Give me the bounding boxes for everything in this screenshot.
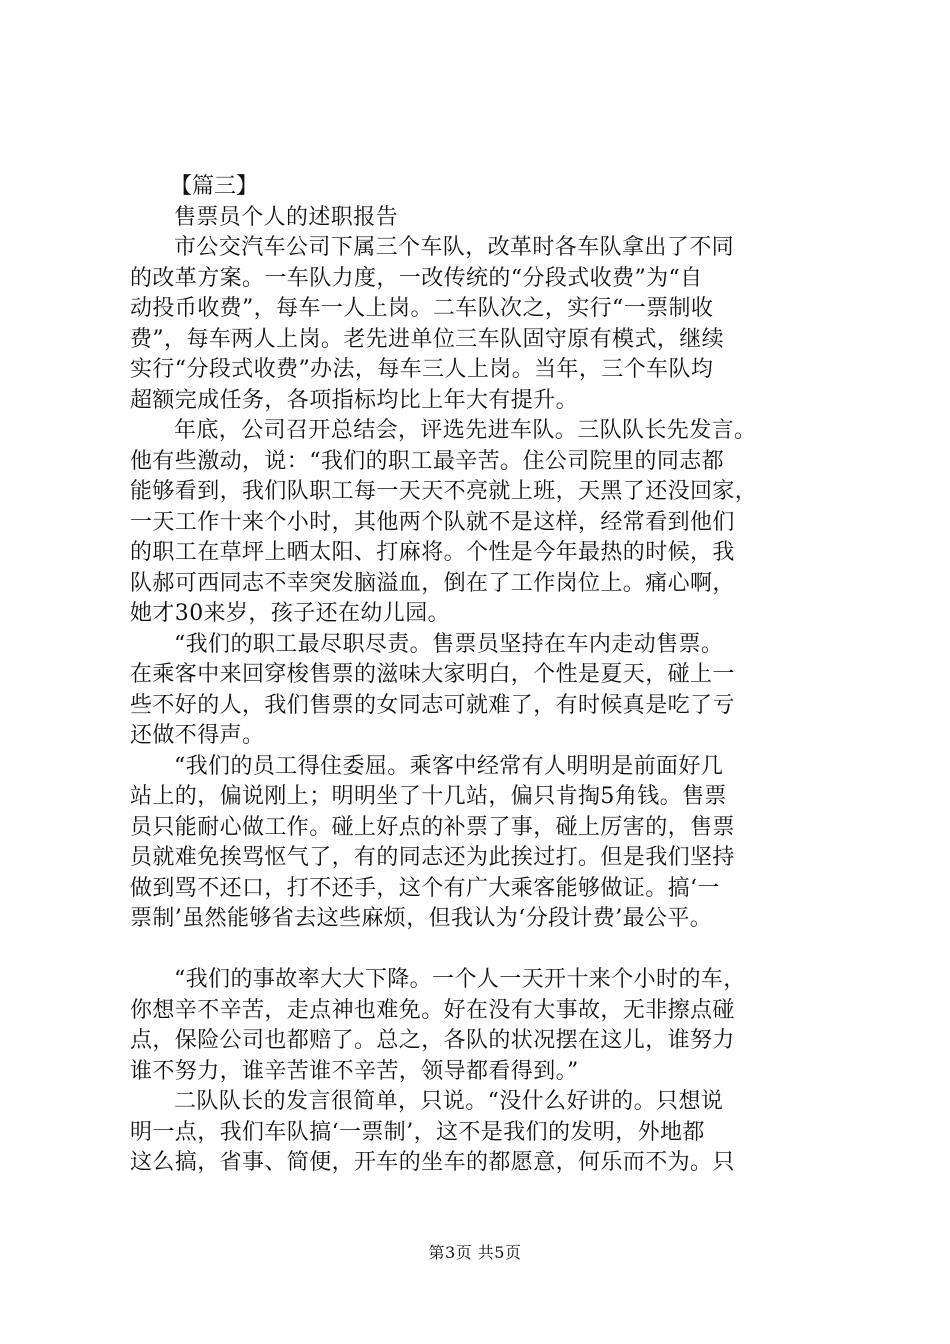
text-line: 谁不努力，谁辛苦谁不辛苦，领导都看得到。” <box>130 1058 579 1084</box>
text-line: 些不好的人，我们售票的女同志可就难了，有时候真是吃了亏 <box>130 692 735 718</box>
text-line: 做到骂不还口，打不还手，这个有广大乘客能够做证。搞‘一 <box>130 875 720 901</box>
section-label: 【篇三】 <box>170 174 259 199</box>
blank-line <box>130 935 845 966</box>
text-line: 一天工作十来个小时，其他两个队就不是这样，经常看到他们 <box>130 509 735 535</box>
document-body <box>130 172 845 1179</box>
page-footer: 第3页 共5页 <box>428 1243 522 1262</box>
text-line: 动投币收费”，每车一人上岗。二车队次之，实行“一票制收 <box>130 296 714 321</box>
text-line: 他有些激动，说：“我们的职工最辛苦。住公司院里的同志都 <box>130 448 725 474</box>
text-line: 的职工在草坪上晒太阳、打麻将。个性是今年最热的时候，我 <box>130 540 735 565</box>
text-line: 二队队长的发言很简单，只说。“没什么好讲的。只想说 <box>174 1089 724 1114</box>
document-title: 售票员个人的述职报告 <box>174 204 399 230</box>
text-line: 还做不得声。 <box>130 723 265 748</box>
text-line: 明一点，我们车队搞‘一票制’，这不是我们的发明，外地都 <box>130 1119 705 1145</box>
text-line: 她才30来岁，孩子还在幼儿园。 <box>130 601 450 626</box>
text-line: 员只能耐心做工作。碰上好点的补票了事，碰上厉害的，售票 <box>130 814 735 840</box>
text-line: 费”，每车两人上岗。老先进单位三车队固守原有模式，继续 <box>130 326 725 352</box>
text-line: 实行“分段式收费”办法，每车三人上岗。当年，三个车队均 <box>130 357 714 382</box>
text-line: 你想辛不辛苦，走点神也难免。好在没有大事故，无非擦点碰 <box>130 997 735 1023</box>
text-line: 票制’虽然能够省去这些麻烦，但我认为‘分段计费’最公平。 <box>130 906 713 931</box>
text-line: 的改革方案。一车队力度，一改传统的“分段式收费”为“自 <box>130 265 703 291</box>
text-line: “我们的员工得住委屈。乘客中经常有人明明是前面好几 <box>174 753 724 779</box>
text-line: 超额完成任务，各项指标均比上年大有提升。 <box>130 387 579 413</box>
text-line: 这么搞，省事、简便，开车的坐车的都愿意，何乐而不为。只 <box>130 1150 735 1175</box>
text-line: 年底，公司召开总结会，评选先进车队。三队队长先发言。 <box>174 418 757 443</box>
text-line: “我们的职工最尽职尽责。售票员坚持在车内走动售票。 <box>174 631 724 657</box>
text-line: “我们的事故率大大下降。一个人一天开十来个小时的车， <box>174 967 746 992</box>
text-line: 队郝可西同志不幸突发脑溢血，倒在了工作岗位上。痛心啊， <box>130 570 735 596</box>
text-line: 能够看到，我们队职工每一天天不亮就上班，天黑了还没回家， <box>130 479 758 504</box>
text-line: 站上的，偏说刚上；明明坐了十几站，偏只肯掏5角钱。售票 <box>130 784 727 809</box>
text-line: 点，保险公司也都赔了。总之，各队的状况摆在这儿，谁努力 <box>130 1028 735 1053</box>
text-line: 市公交汽车公司下属三个车队，改革时各车队拿出了不同 <box>174 235 735 260</box>
text-line: 在乘客中来回穿梭售票的滋味大家明白，个性是夏天，碰上一 <box>130 662 735 687</box>
text-line: 员就难免挨骂怄气了，有的同志还为此挨过打。但是我们坚持 <box>130 845 735 870</box>
